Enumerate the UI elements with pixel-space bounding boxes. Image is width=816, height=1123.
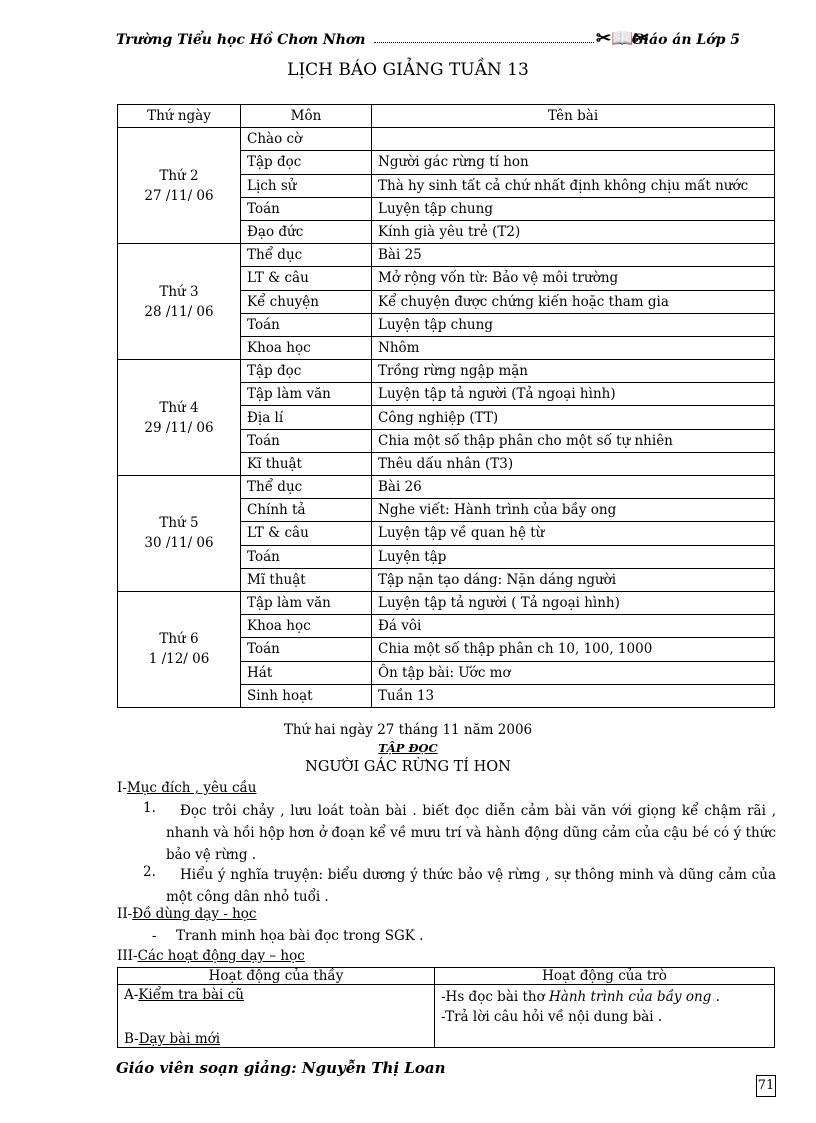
schedule-row [118, 360, 775, 383]
student-header: Hoạt động của trò [435, 968, 775, 985]
subject-cell: Toán [241, 197, 372, 220]
lesson-cell: Bài 26 [372, 476, 775, 499]
lesson-cell: Thà hy sinh tất cả chứ nhất định không chịu mất nước [372, 174, 775, 197]
section-2-heading [117, 906, 257, 922]
step-a-prefix: A- [124, 987, 139, 1003]
day-date: 30 /11/ 06 [144, 535, 214, 552]
lesson-cell: Luyện tập chung [372, 197, 775, 220]
day-cell [118, 476, 241, 592]
lesson-cell: Người gác rừng tí hon [372, 151, 775, 174]
subject-cell: Tập làm văn [241, 591, 372, 614]
lesson-cell: Mở rộng vốn từ: Bảo vệ môi trường [372, 267, 775, 290]
lesson-cell: Luyện tập chung [372, 313, 775, 336]
lesson-cell: Tập nặn tạo dáng: Nặn dáng người [372, 568, 775, 591]
student-step-1-end: . [711, 989, 720, 1005]
goal-2-text: Hiểu ý nghĩa truyện: biểu dương ý thức bảo vệ rừng , sự thông minh và dũng cảm của một công dân nhỏ tuổi . [166, 867, 776, 905]
header-dots-left [374, 42, 594, 43]
day-cell [118, 244, 241, 360]
subject-cell: Kể chuyện [241, 290, 372, 313]
lesson-cell: Thêu dấu nhân (T3) [372, 452, 775, 475]
material-bullet: - [152, 928, 157, 944]
subject-cell: Chào cờ [241, 128, 372, 151]
teacher-activities [118, 985, 435, 1048]
activities-body-row [118, 985, 775, 1048]
subject-cell: Toán [241, 545, 372, 568]
subject-cell: LT & câu [241, 267, 372, 290]
subject-cell: Tập đọc [241, 151, 372, 174]
lesson-subject: TẬP ĐỌC [378, 741, 438, 755]
subject-cell: Thể dục [241, 476, 372, 499]
lesson-cell: Nhôm [372, 336, 775, 359]
student-step-1 [441, 987, 768, 1007]
day-name: Thứ 3 [159, 283, 199, 300]
book-ornament-icon: ✂📖✂ [596, 28, 649, 49]
lesson-date: Thứ hai ngày 27 tháng 11 năm 2006 [283, 722, 533, 738]
section-1-prefix: I- [117, 780, 127, 796]
day-date: 28 /11/ 06 [144, 303, 214, 320]
material-item: Tranh minh họa bài đọc trong SGK . [176, 928, 424, 944]
lesson-cell: Kính già yêu trẻ (T2) [372, 220, 775, 243]
student-activities [435, 985, 775, 1048]
lesson-cell: Luyện tập [372, 545, 775, 568]
page-title: LỊCH BÁO GIẢNG TUẦN 13 [287, 60, 529, 80]
lesson-cell: Tuần 13 [372, 684, 775, 707]
step-a-title: Kiểm tra bài cũ [138, 987, 244, 1003]
day-name: Thứ 5 [159, 515, 199, 532]
section-1-title: Mục đích , yêu cầu [126, 780, 257, 796]
schedule-row [118, 244, 775, 267]
lesson-cell: Bài 25 [372, 244, 775, 267]
schedule-row [118, 476, 775, 499]
lesson-cell: Đá vôi [372, 615, 775, 638]
section-1-heading [117, 780, 257, 796]
lesson-cell: Luyện tập tả người (Tả ngoại hình) [372, 383, 775, 406]
day-date: 1 /12/ 06 [148, 651, 210, 668]
col-header-lesson: Tên bài [372, 105, 775, 128]
lesson-cell: Kể chuyện được chứng kiến hoặc tham gia [372, 290, 775, 313]
school-name: Trường Tiểu học Hồ Chơn Nhơn [116, 32, 366, 48]
subject-cell: Mĩ thuật [241, 568, 372, 591]
lesson-cell [372, 128, 775, 151]
lesson-cell: Công nghiệp (TT) [372, 406, 775, 429]
lesson-cell: Chia một số thập phân cho một số tự nhiên [372, 429, 775, 452]
lesson-cell: Luyện tập về quan hệ từ [372, 522, 775, 545]
step-b-title: Dạy bài mới [138, 1031, 221, 1047]
poem-title: Hành trình của bầy ong [549, 989, 712, 1005]
subject-cell: Toán [241, 429, 372, 452]
section-3-title: Các hoạt động dạy – học [137, 948, 305, 964]
activities-header-row [118, 968, 775, 985]
page-header [116, 30, 740, 52]
section-3-heading [117, 948, 305, 964]
goal-1-text: Đọc trôi chảy , lưu loát toàn bài . biết đọc diễn cảm bài văn với giọng kể chậm rãi , nhanh và hồi hộp hơn ở đoạn kể về mưu trí và hành động dũng cảm của cậu bé có ý thức bảo vệ rừng . [166, 803, 776, 863]
student-step-2: -Trả lời câu hỏi về nội dung bài . [441, 1009, 663, 1025]
subject-cell: LT & câu [241, 522, 372, 545]
subject-cell: Chính tả [241, 499, 372, 522]
day-name: Thứ 6 [159, 631, 199, 648]
subject-cell: Kĩ thuật [241, 452, 372, 475]
col-header-subject: Môn [241, 105, 372, 128]
step-b-prefix: B- [124, 1031, 139, 1047]
schedule-table [117, 104, 775, 708]
teacher-signature: Giáo viên soạn giảng: Nguyễn Thị Loan [116, 1059, 446, 1077]
section-2-title: Đồ dùng dạy - học [132, 906, 257, 922]
activities-table [117, 967, 775, 1048]
goal-2-number: 2. [143, 864, 156, 880]
col-header-day: Thứ ngày [118, 105, 241, 128]
subject-cell: Tập đọc [241, 360, 372, 383]
section-2-prefix: II- [117, 906, 133, 922]
subject-cell: Toán [241, 313, 372, 336]
day-name: Thứ 4 [159, 399, 199, 416]
day-cell [118, 360, 241, 476]
subject-cell: Khoa học [241, 615, 372, 638]
page-number: 71 [756, 1075, 776, 1097]
subject-cell: Đạo đức [241, 220, 372, 243]
schedule-row [118, 128, 775, 151]
goal-1-number: 1. [143, 800, 156, 816]
lesson-name: NGƯỜI GÁC RỪNG TÍ HON [305, 759, 511, 775]
lesson-cell: Chia một số thập phân ch 10, 100, 1000 [372, 638, 775, 661]
day-cell [118, 591, 241, 707]
subject-cell: Thể dục [241, 244, 372, 267]
section-3-prefix: III- [117, 948, 138, 964]
subject-cell: Sinh hoạt [241, 684, 372, 707]
lesson-cell: Luyện tập tả người ( Tả ngoại hình) [372, 591, 775, 614]
day-date: 27 /11/ 06 [144, 187, 214, 204]
teacher-step-b [124, 1031, 220, 1047]
subject-cell: Khoa học [241, 336, 372, 359]
subject-cell: Toán [241, 638, 372, 661]
day-cell [118, 128, 241, 244]
teacher-step-a [124, 987, 428, 1003]
day-name: Thứ 2 [159, 167, 199, 184]
subject-cell: Địa lí [241, 406, 372, 429]
student-step-1-text: -Hs đọc bài thơ [441, 989, 550, 1005]
lesson-cell: Nghe viết: Hành trình của bầy ong [372, 499, 775, 522]
course-label: Giáo án Lớp 5 [631, 32, 740, 48]
schedule-row [118, 591, 775, 614]
day-date: 29 /11/ 06 [144, 419, 214, 436]
subject-cell: Tập làm văn [241, 383, 372, 406]
subject-cell: Lịch sử [241, 174, 372, 197]
subject-cell: Hát [241, 661, 372, 684]
lesson-cell: Trồng rừng ngập mặn [372, 360, 775, 383]
schedule-header-row [118, 105, 775, 128]
teacher-header: Hoạt động của thầy [118, 968, 435, 985]
lesson-cell: Ôn tập bài: Ước mơ [372, 661, 775, 684]
